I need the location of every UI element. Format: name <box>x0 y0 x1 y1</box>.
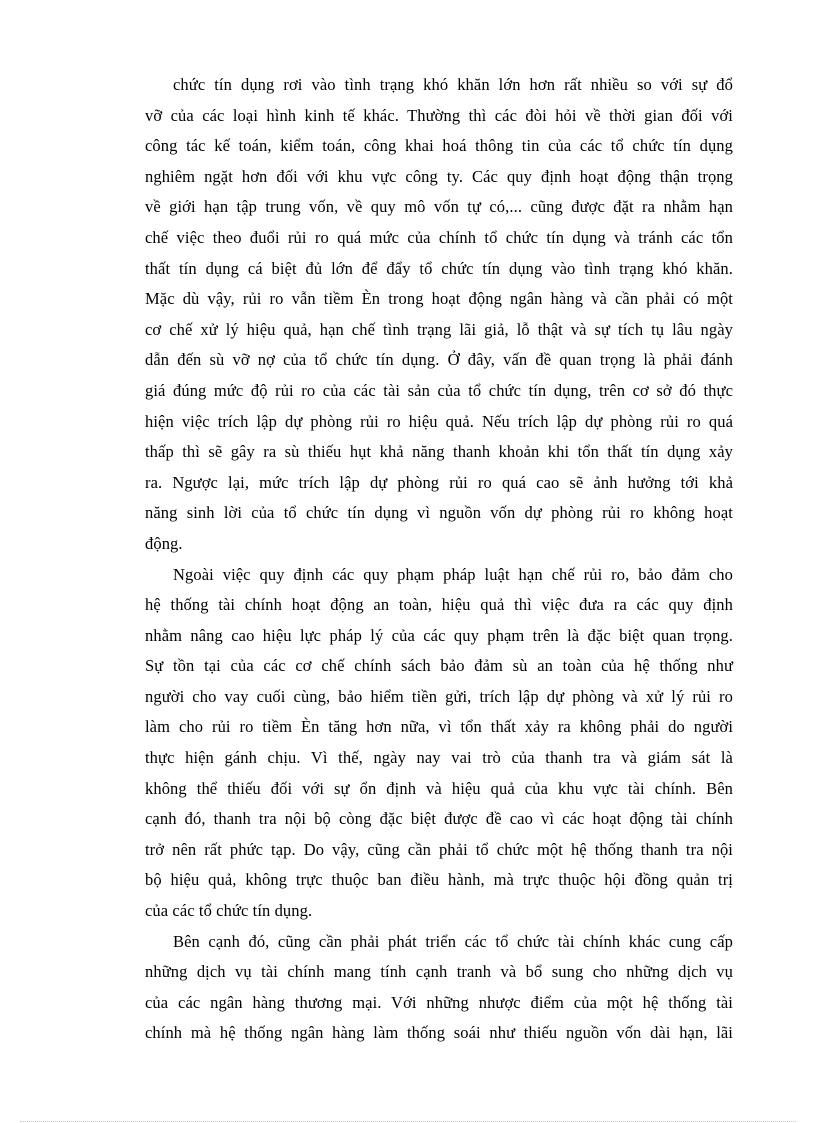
text-line: của các ngân hàng thương mại. Với những nhược điểm của một hệ thống tài <box>145 992 733 1012</box>
text-line: dẫn đến sù vỡ nợ của tổ chức tín dụng. Ở đây, vấn đề quan trọng là phải đánh <box>145 350 733 370</box>
text-line: bộ hiệu quả, không trực thuộc ban điều hành, mà trực thuộc hội đồng quản trị <box>145 870 733 890</box>
text-line: người cho vay cuối cùng, bảo hiểm tiền gửi, trích lập dự phòng và xử lý rủi ro <box>145 686 733 706</box>
text-line: cạnh đó, thanh tra nội bộ còng đặc biệt được đề cao vì các hoạt động tài chính <box>145 809 733 829</box>
text-line: thực hiện gánh chịu. Vì thế, ngày nay vai trò của thanh tra và giám sát là <box>145 748 733 768</box>
text-line: cơ chế xử lý hiệu quả, hạn chế tình trạng lãi giả, lỗ thật và sự tích tụ lâu ngày <box>145 319 733 339</box>
text-line: Sự tồn tại của các cơ chế chính sách bảo đảm sù an toàn của hệ thống như <box>145 656 733 676</box>
text-line: vỡ của các loại hình kinh tế khác. Thường thì các đòi hỏi về thời gian đối với <box>145 105 733 125</box>
text-line: nhằm nâng cao hiệu lực pháp lý của các quy phạm trên là đặc biệt quan trọng. <box>145 625 733 645</box>
text-line: nghiêm ngặt hơn đối với khu vực công ty. Các quy định hoạt động thận trọng <box>145 166 733 186</box>
body-text <box>145 70 733 1049</box>
text-line: động. <box>145 533 183 553</box>
text-line: ra. Ngược lại, mức trích lập dự phòng rủi ro quá cao sẽ ảnh hưởng tới khả <box>145 472 733 492</box>
text-line: công tác kế toán, kiểm toán, công khai hoá thông tin của các tổ chức tín dụng <box>145 136 733 156</box>
text-line: làm cho rủi ro tiềm Èn tăng hơn nữa, vì tổn thất xảy ra không phải do người <box>145 717 733 737</box>
text-line: không thể thiếu đối với sự ổn định và hiệu quả của khu vực tài chính. Bên <box>145 778 733 798</box>
text-line: Mặc dù vậy, rủi ro vẫn tiềm Èn trong hoạt động ngân hàng và cần phải có một <box>145 289 733 309</box>
text-line: chức tín dụng rơi vào tình trạng khó khăn lớn hơn rất nhiều so với sự đổ <box>173 75 733 94</box>
text-line: thất tín dụng cá biệt đủ lớn để đẩy tổ chức tín dụng vào tình trạng khó khăn. <box>145 258 733 278</box>
text-line: những dịch vụ tài chính mang tính cạnh tranh và bổ sung cho những dịch vụ <box>145 962 733 982</box>
text-line: chính mà hệ thống ngân hàng làm thống soái như thiếu nguồn vốn dài hạn, lãi <box>145 1023 733 1043</box>
text-line: trở nên rất phức tạp. Do vậy, cũng cần phải tổ chức một hệ thống thanh tra nội <box>145 839 733 859</box>
text-line: thấp thì sẽ gây ra sù thiếu hụt khả năng thanh khoản khi tổn thất tín dụng xảy <box>145 442 733 462</box>
page-bottom-divider <box>20 1121 796 1122</box>
text-line: Bên cạnh đó, cũng cần phải phát triển các tổ chức tài chính khác cung cấp <box>173 931 733 951</box>
text-line: hiện việc trích lập dự phòng rủi ro hiệu quả. Nếu trích lập dự phòng rủi ro quá <box>145 411 733 431</box>
text-line: giá đúng mức độ rủi ro của các tài sản của tổ chức tín dụng, trên cơ sở đó thực <box>145 380 733 400</box>
text-line: Ngoài việc quy định các quy phạm pháp luật hạn chế rủi ro, bảo đảm cho <box>173 564 733 584</box>
text-line: chế việc theo đuổi rủi ro quá mức của chính tổ chức tín dụng và tránh các tổn <box>145 227 733 247</box>
text-line: về giới hạn tập trung vốn, về quy mô vốn tự có,... cũng được đặt ra nhằm hạn <box>145 197 733 217</box>
text-line: của các tổ chức tín dụng. <box>145 901 313 921</box>
text-line: năng sinh lời của tổ chức tín dụng vì nguồn vốn dự phòng rủi ro không hoạt <box>145 503 733 523</box>
text-line: hệ thống tài chính hoạt động an toàn, hiệu quả thì việc đưa ra các quy định <box>145 595 733 615</box>
